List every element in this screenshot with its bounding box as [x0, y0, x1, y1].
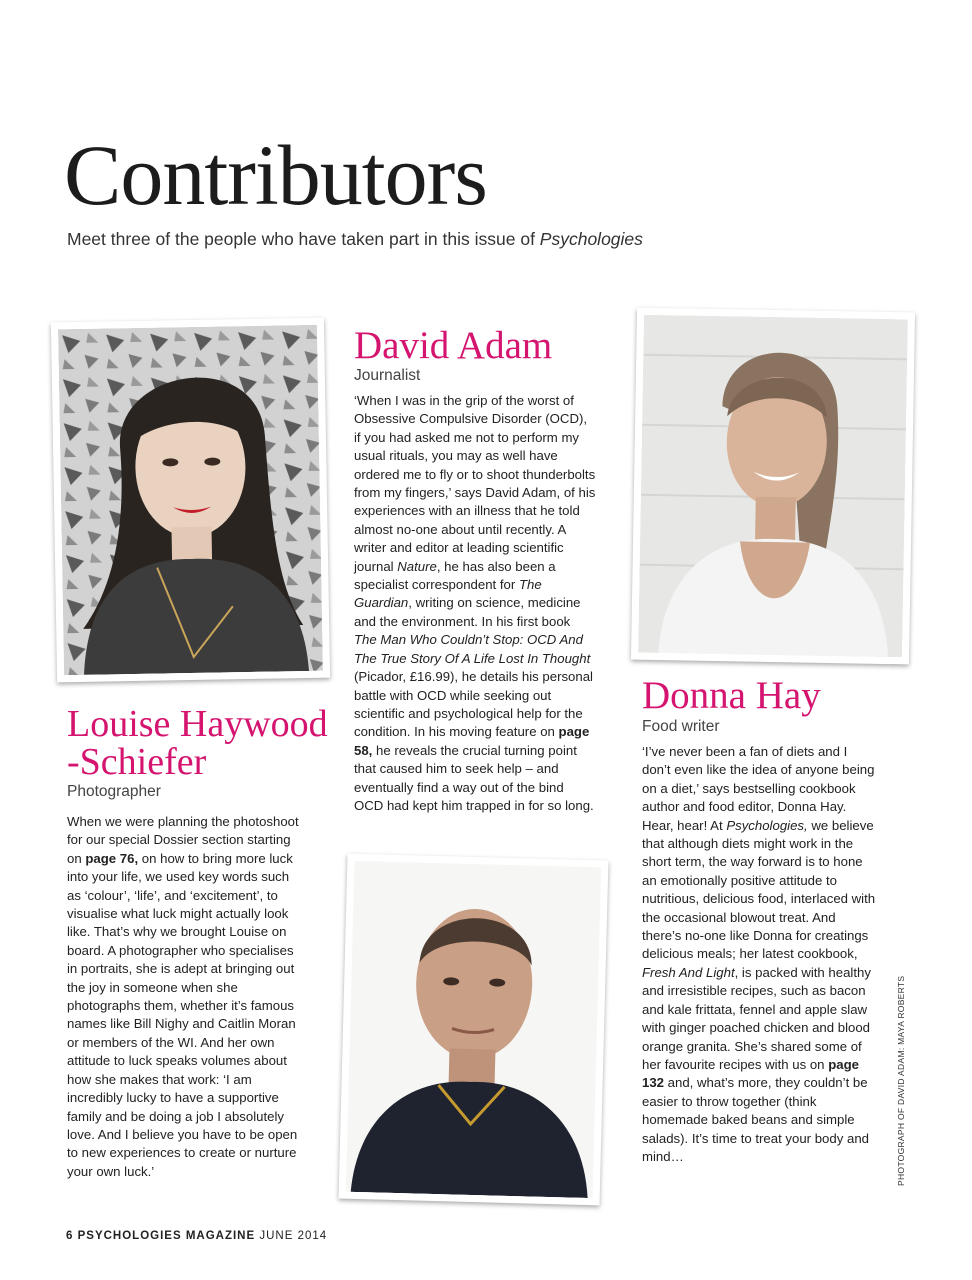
italic-title: The Guardian: [354, 577, 542, 611]
contributor-role-louise: Photographer: [67, 783, 161, 800]
contributor-name-louise-line2: -Schiefer: [67, 741, 207, 783]
bio-text: we believe that although diets might work in the short term, the way forward is to hone an emotionally positive attitude to nutritious, delicious food, interlaced with the occasional blowout treat. And there’s no-one like Donna for creatings delicious meals; her latest cookbook,: [642, 817, 876, 962]
footer-issue: JUNE 2014: [259, 1230, 328, 1242]
bio-text: ‘When I was in the grip of the worst of Obsessive Compulsive Disorder (OCD), if you had asked me not to perform my usual rituals, you may as well have ordered me to fly or to shoot thunderbolts from my fingers,’ says David Adam, of his experiences with an illness that he told almost no-one about until recently. A writer and editor at leading scientific journal: [354, 393, 596, 574]
page-reference: page 58,: [354, 724, 590, 758]
contributor-name-louise: [67, 705, 328, 781]
footer-magazine: PSYCHOLOGIES MAGAZINE: [77, 1230, 256, 1242]
contributor-bio-donna: [642, 743, 878, 1166]
bio-text: and, what’s more, they couldn’t be easier to throw together (think homemade baked beans and simple salads). It’s time to treat your body and mind…: [642, 1075, 869, 1164]
contributor-name-david: David Adam: [354, 324, 553, 367]
page-reference: page 132: [642, 1056, 859, 1091]
page-number: 6: [66, 1230, 74, 1242]
page-title: Contributors: [64, 127, 487, 223]
italic-title: The Man Who Couldn’t Stop: OCD And The True Story Of A Life Lost In Thought: [354, 632, 591, 666]
page-footer: [66, 1230, 327, 1242]
contributor-role-david: Journalist: [354, 367, 421, 384]
subtitle-magazine: Psychologies: [539, 229, 643, 249]
contributor-bio-louise: [67, 813, 305, 1181]
bio-text: , he has also been a specialist correspondent for: [354, 558, 556, 593]
bio-text: When we were planning the photoshoot for our special Dossier section starting on: [67, 814, 299, 866]
bio-text: on how to bring more luck into your life, we used key words such as ‘colour’, ‘life’, and ‘excitement’, to visualise what luck might actually look like. That’s why we brought Louise on board. A photographer who specialises in portraits, she is adept at bringing out the joy in someone when she photographs them, whether it’s famous names like Bill Nighy and Caitlin Moran or members of the WI. And her own attitude to luck speaks volumes about how she makes that work: ‘I am incredibly lucky to have a supportive family and be doing a job I absolutely love. And I believe you have to be open to new experiences to create or nurture your own luck.’: [67, 850, 298, 1179]
contributor-role-donna: Food writer: [642, 718, 720, 735]
portrait-donna-image: [638, 315, 908, 658]
portrait-david-image: [346, 861, 602, 1198]
subtitle-text: Meet three of the people who have taken part in this issue of: [67, 229, 540, 249]
page-reference: page 76,: [85, 850, 139, 866]
italic-title: Nature: [397, 558, 437, 574]
bio-text: (Picador, £16.99), he details his personal battle with OCD while seeking out scientific and psychological help for the condition. In his moving feature on: [354, 669, 593, 740]
photo-donna: [631, 308, 915, 665]
contributor-bio-david: [354, 392, 596, 815]
bio-text: , is packed with healthy and irresistible recipes, such as bacon and kale frittata, fennel and apple slaw with ginger poached chicken and blood orange granita. She’s shared some of her favourite recipes with us on: [642, 964, 871, 1072]
italic-title: Fresh And Light: [642, 964, 735, 980]
photo-louise: [51, 318, 330, 683]
italic-title: Psychologies,: [726, 817, 808, 833]
bio-text: , writing on science, medicine and the environment. In his first book: [354, 595, 581, 629]
contributor-name-louise-line1: Louise Haywood: [67, 703, 328, 745]
portrait-louise-image: [58, 325, 323, 675]
bio-text: ‘I’ve never been a fan of diets and I don’t even like the idea of anyone being on a diet,’ says bestselling cookbook author and food editor, Donna Hay. Hear, hear! At: [642, 744, 875, 833]
contributor-name-donna: Donna Hay: [642, 674, 821, 717]
page-subtitle: [67, 229, 643, 250]
photo-credit: PHOTOGRAPH OF DAVID ADAM: MAYA ROBERTS: [896, 975, 906, 1186]
photo-david: [339, 854, 609, 1206]
bio-text: he reveals the crucial turning point that caused him to seek help – and eventually find a way out of the bind OCD had kept him trapped in for so long.: [354, 742, 594, 813]
